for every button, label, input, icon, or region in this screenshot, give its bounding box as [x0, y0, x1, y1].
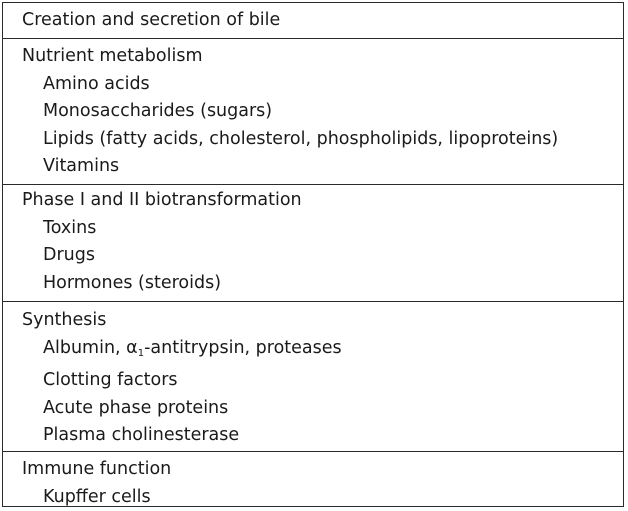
liver-functions-table — [2, 2, 624, 507]
table-section-synthesis — [3, 301, 623, 451]
list-item: Drugs — [43, 245, 95, 265]
section-heading: Nutrient metabolism — [22, 46, 203, 66]
table-section-immune-function — [3, 451, 623, 511]
list-item: Amino acids — [43, 73, 150, 94]
list-item: Lipids (fatty acids, cholesterol, phospholipids, lipoproteins) — [43, 128, 559, 149]
item-prefix: Albumin, — [43, 337, 127, 358]
list-item — [22, 335, 623, 368]
section-heading: Synthesis — [22, 310, 107, 330]
item-rest: -antitrypsin, proteases — [144, 337, 342, 358]
list-item: Plasma cholinesterase — [43, 425, 240, 445]
table-section-bile — [3, 3, 623, 38]
alpha-subscript: 1 — [137, 347, 145, 359]
list-item: Toxins — [43, 217, 97, 238]
list-item: Hormones (steroids) — [43, 272, 222, 293]
list-item: Vitamins — [43, 156, 120, 176]
list-item: Acute phase proteins — [43, 397, 229, 418]
list-item: Kupffer cells — [43, 486, 151, 507]
alpha-symbol: α — [126, 337, 138, 358]
table-section-nutrient-metabolism — [3, 38, 623, 184]
section-heading: Creation and secretion of bile — [22, 10, 281, 30]
list-item: Monosaccharides (sugars) — [43, 101, 273, 121]
section-heading: Immune function — [22, 459, 172, 479]
section-heading: Phase I and II biotransformation — [22, 190, 302, 210]
table-section-biotransformation — [3, 184, 623, 301]
list-item: Clotting factors — [43, 370, 178, 390]
